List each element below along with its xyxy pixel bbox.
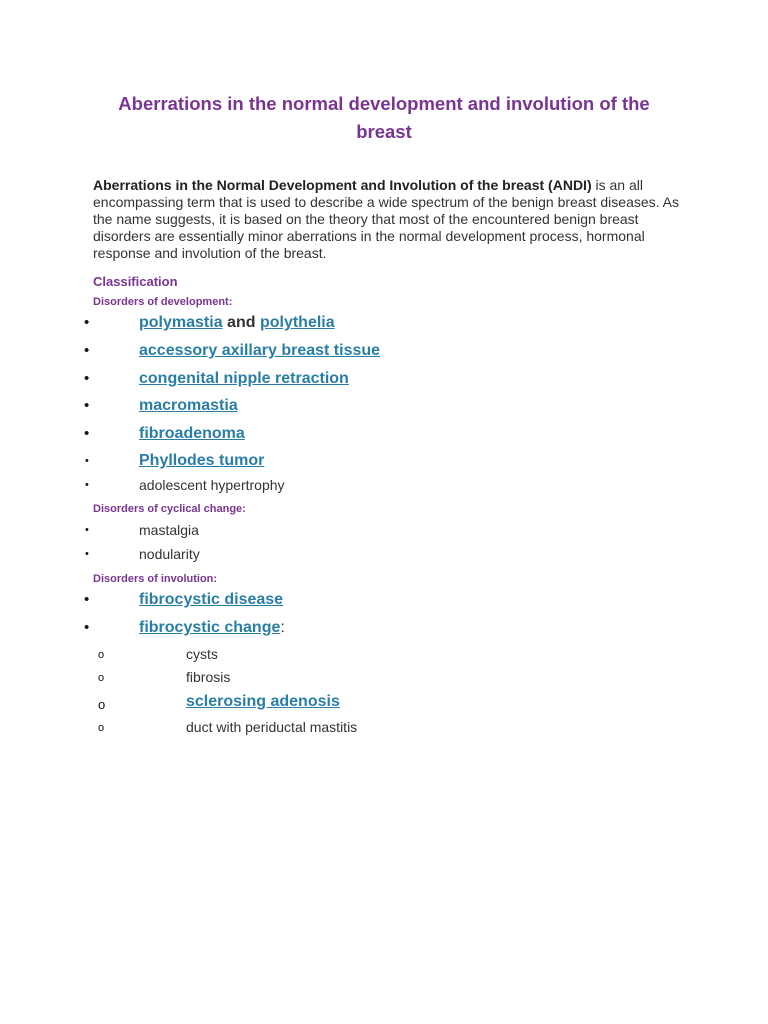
duct-periductal-mastitis-text: duct with periductal mastitis [186,719,358,735]
bullet-icon: • [84,397,90,414]
nodularity-text: nodularity [139,546,200,562]
and-text: and [227,314,256,331]
cysts-text: cysts [186,646,218,662]
intro-bold-term: Aberrations in the Normal Development and Involution of the breast (ANDI) [93,177,592,193]
bullet-icon: • [85,479,89,491]
mastalgia-text: mastalgia [139,522,199,538]
adolescent-hypertrophy-text: adolescent hypertrophy [139,477,285,493]
fibrocystic-change-link[interactable]: fibrocystic change [139,619,281,636]
involution-heading: Disorders of involution: [93,573,218,585]
fibroadenoma-link[interactable]: fibroadenoma [139,425,245,442]
circle-bullet-icon: o [98,697,106,712]
accessory-axillary-link[interactable]: accessory axillary breast tissue [139,342,381,359]
sclerosing-adenosis-link[interactable]: sclerosing adenosis [186,693,340,710]
polymastia-link[interactable]: polymastia [139,314,223,331]
fibrocystic-disease-link[interactable]: fibrocystic disease [139,591,284,608]
circle-bullet-icon: o [98,672,105,684]
intro-paragraph [93,177,683,262]
circle-bullet-icon: o [98,649,105,661]
colon-text: : [280,619,285,636]
development-heading: Disorders of development: [93,296,233,308]
cyclical-heading: Disorders of cyclical change: [93,503,246,515]
circle-bullet-icon: o [98,722,105,734]
classification-heading: Classification [93,274,178,289]
phyllodes-tumor-link[interactable]: Phyllodes tumor [139,452,265,469]
bullet-icon: • [84,370,90,387]
bullet-icon: • [84,342,90,359]
page-title: Aberrations in the normal development and involution of the breast [118,93,650,142]
macromastia-link[interactable]: macromastia [139,397,238,414]
bullet-icon: • [84,425,90,442]
fibrosis-text: fibrosis [186,669,231,685]
bullet-icon: • [85,548,89,560]
bullet-icon: • [84,314,90,331]
bullet-icon: • [85,455,89,467]
intro-text: is an all encompassing term that is used to describe a wide spectrum of the benign breast diseases. As the name suggests, it is based on the theory that most of the encountered benign breast disorders are essentially minor aberrations in the normal development process, hormonal response and involution of the breast. [93,177,679,261]
polythelia-link[interactable]: polythelia [259,314,335,331]
bullet-icon: • [84,619,90,636]
congenital-nipple-retraction-link[interactable]: congenital nipple retraction [139,370,349,387]
bullet-icon: • [84,591,90,608]
bullet-icon: • [85,524,89,536]
